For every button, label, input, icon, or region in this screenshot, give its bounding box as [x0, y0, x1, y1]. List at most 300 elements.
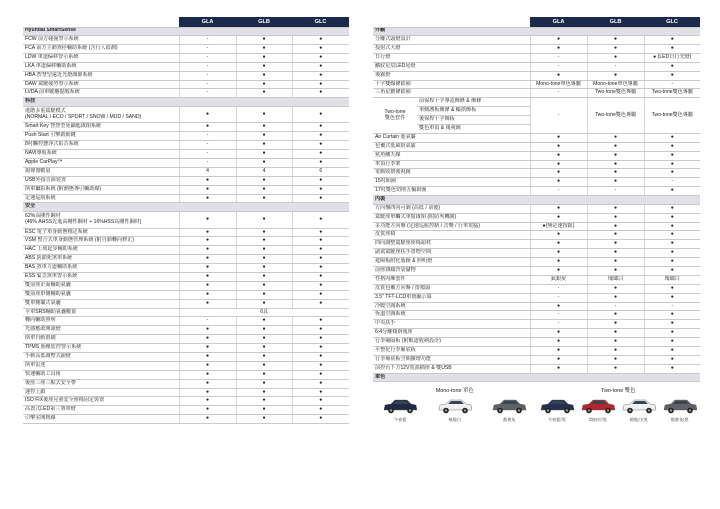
- spec-row: [373, 311, 700, 320]
- spec-row: [373, 293, 700, 302]
- spec-row: [23, 53, 349, 62]
- spec-value: ●: [644, 266, 700, 275]
- spec-row: [373, 249, 700, 258]
- spec-value: ●: [179, 397, 236, 406]
- spec-value: ●: [236, 237, 292, 246]
- spec-value: ●: [292, 272, 349, 281]
- car-icon: [620, 397, 658, 415]
- spec-row: [373, 53, 700, 62]
- spec-label: 進階多重駕駛模式 (NORMAL / ECO / SPORT / SNOW / MUD / SAND): [23, 106, 179, 123]
- spec-value: ●: [292, 335, 349, 344]
- spec-value: ●: [236, 212, 292, 229]
- spec-value: ●: [587, 160, 644, 169]
- spec-label: 全車SRS輔助氣囊數量: [23, 308, 179, 317]
- spec-label: 62%高剛性鋼材 (46% AHSS先進高剛性鋼材 + 16%HSS高剛性鋼材): [23, 212, 179, 229]
- two-tone-cars: [537, 397, 701, 423]
- spec-row: [373, 302, 700, 311]
- spec-value: ●: [644, 284, 700, 293]
- spec-label: 17吋雙色切削五輻鋁圈: [373, 187, 530, 196]
- spec-value: ●: [530, 302, 587, 311]
- spec-row: [23, 167, 349, 176]
- spec-row: [23, 255, 349, 264]
- spec-row: [373, 80, 700, 89]
- spec-label: 高置式LED第三煞車燈: [23, 406, 179, 415]
- spec-value: ●: [179, 123, 236, 132]
- spec-value: ●: [236, 71, 292, 80]
- spec-value: ●: [644, 36, 700, 45]
- spec-row: [23, 388, 349, 397]
- spec-label: 四向調整駕駛座座椅頭枕: [373, 240, 530, 249]
- section-row: [373, 196, 700, 205]
- spec-value: ●: [179, 106, 236, 123]
- spec-value: ●: [587, 204, 644, 213]
- spec-row: [23, 71, 349, 80]
- spec-label: 包覆式低風阻氣霸: [373, 142, 530, 151]
- spec-value: 4: [179, 167, 236, 176]
- car-swatch: [578, 397, 618, 423]
- spec-label: 3.5" TFT-LCD車資顯示幕: [373, 293, 530, 302]
- spec-value: ●: [587, 222, 644, 231]
- spec-value: ●: [644, 62, 700, 71]
- spec-sub-label: 車側護板飾條 & 輪拱飾板: [417, 107, 530, 116]
- spec-value: ●: [587, 329, 644, 338]
- spec-value: ●: [179, 264, 236, 273]
- spec-row: [23, 212, 349, 229]
- spec-row: [373, 364, 700, 373]
- spec-value: ●: [236, 176, 292, 185]
- spec-value: ●: [530, 355, 587, 364]
- spec-value: ●: [587, 364, 644, 373]
- spec-value: -: [530, 293, 587, 302]
- spec-value: ●: [644, 240, 700, 249]
- spec-value: Two-tone雙色專屬: [644, 98, 700, 134]
- spec-value: ●: [292, 123, 349, 132]
- spec-row: [23, 89, 349, 98]
- spec-value: ●: [644, 355, 700, 364]
- spec-value: ●: [236, 299, 292, 308]
- spec-value: ●: [292, 141, 349, 150]
- spec-row: [373, 258, 700, 267]
- section-row: [23, 98, 349, 107]
- spec-row: [373, 355, 700, 364]
- car-color-label: 極地白/黑: [629, 417, 648, 423]
- spec-value: -: [179, 80, 236, 89]
- spec-label: NAVI導航系統: [23, 150, 179, 159]
- spec-label: 性格內飾套件: [373, 275, 530, 284]
- spec-value: ●: [179, 344, 236, 353]
- model-glb-header: GLB: [587, 17, 644, 27]
- spec-value: ●: [587, 284, 644, 293]
- spec-value: ●: [236, 281, 292, 290]
- spec-label: 投射式大燈: [373, 44, 530, 53]
- spec-value: ●: [587, 151, 644, 160]
- spec-label: 電動收摺後視鏡: [373, 169, 530, 178]
- spec-value: ●: [292, 353, 349, 362]
- spec-value: ●: [292, 71, 349, 80]
- spec-value: ●: [292, 36, 349, 45]
- car-color-label: 都會灰/黑: [670, 417, 689, 423]
- spec-label: 副駕駕駛座扶手置物空間: [373, 249, 530, 258]
- spec-value: ●: [236, 317, 292, 326]
- spec-label: 雙前座正面輔助氣囊: [23, 281, 179, 290]
- spec-value: ●: [587, 178, 644, 187]
- spec-label: 皮質包覆方向盤 / 排檔頭: [373, 284, 530, 293]
- spec-row: [23, 36, 349, 45]
- spec-label: 駕駛座單觸式車窗啟閉 (附防夾機制): [373, 213, 530, 222]
- spec-value: ●: [530, 231, 587, 240]
- right-spec-table: [373, 17, 700, 382]
- car-icon: [436, 397, 474, 415]
- spec-value: Two-tone雙色專屬: [644, 89, 700, 98]
- spec-value: ●: [292, 228, 349, 237]
- spec-value: -: [179, 150, 236, 159]
- spec-label: HAC 上坡起步輔助系統: [23, 246, 179, 255]
- spec-value: ●: [530, 266, 587, 275]
- spec-value: ●: [644, 293, 700, 302]
- spec-value: -: [587, 187, 644, 196]
- spec-label: ISO FIX後座兒童安全座椅固定裝置: [23, 397, 179, 406]
- spec-label: 定速巡航系統: [23, 194, 179, 203]
- spec-value: ●: [644, 364, 700, 373]
- spec-value: ●: [587, 346, 644, 355]
- spec-label: 前座雜鑄背袋儲物: [373, 266, 530, 275]
- spec-label: 轉向輔助照明: [23, 317, 179, 326]
- spec-value: ●: [179, 361, 236, 370]
- spec-value: ●: [292, 317, 349, 326]
- spec-label: ESC 電子車身動態穩定系統: [23, 228, 179, 237]
- mono-tone-group: [373, 386, 537, 423]
- spec-value: ●: [179, 237, 236, 246]
- spec-value: ●: [179, 379, 236, 388]
- spec-value: ●: [236, 185, 292, 194]
- car-color-label: 極地白: [448, 417, 462, 423]
- spec-row: [373, 222, 700, 231]
- spec-label: 行李廂隔板 (附軌道收納設計): [373, 338, 530, 347]
- spec-value: ●: [236, 397, 292, 406]
- section-row: [23, 203, 349, 212]
- spec-value: ●: [292, 397, 349, 406]
- spec-value: ●: [292, 415, 349, 424]
- spec-value: -: [530, 187, 587, 196]
- spec-value: ●: [236, 361, 292, 370]
- spec-value: ●: [587, 231, 644, 240]
- spec-label: 手動高低調整式頭燈: [23, 353, 179, 362]
- spec-label: 後霧燈: [373, 71, 530, 80]
- spec-value: ●: [292, 379, 349, 388]
- spec-value: Mono-tone單色專屬: [587, 80, 644, 89]
- spec-row: [23, 62, 349, 71]
- spec-value: -: [179, 71, 236, 80]
- spec-value: ●: [530, 240, 587, 249]
- section-title: 內裝: [373, 196, 700, 205]
- spec-value: ●: [236, 150, 292, 159]
- car-color-label: 午夜藍/黑: [547, 417, 566, 423]
- spec-value: ●: [292, 255, 349, 264]
- spec-value: ●: [179, 176, 236, 185]
- spec-label: 三角星鍍條鋁圈: [373, 89, 530, 98]
- spec-value: ●: [236, 246, 292, 255]
- color-options: [373, 382, 700, 423]
- spec-label: LKA 車道偏移輔助系統: [23, 62, 179, 71]
- spec-value: ●: [292, 158, 349, 167]
- spec-label: 引擎室開熱線: [23, 415, 179, 424]
- spec-value: -: [530, 89, 587, 98]
- spec-value: -: [587, 302, 644, 311]
- spec-value: ●: [530, 169, 587, 178]
- spec-value: ●: [236, 228, 292, 237]
- spec-row: [373, 160, 700, 169]
- spec-value: ●: [236, 141, 292, 150]
- spec-row: [23, 317, 349, 326]
- spec-value: ●: [587, 142, 644, 151]
- spec-value: Two-tone雙色專屬: [587, 89, 644, 98]
- car-color-label: 閃焰紅/黑: [588, 417, 607, 423]
- spec-value: ●: [587, 44, 644, 53]
- spec-value: ●: [587, 249, 644, 258]
- spec-row: [373, 44, 700, 53]
- spec-value: ●: [236, 344, 292, 353]
- spec-label: 倒車自動雨刷: [23, 335, 179, 344]
- spec-value: ●: [587, 169, 644, 178]
- spec-value: ●: [179, 290, 236, 299]
- spec-label: 雙車側簾式氣囊: [23, 299, 179, 308]
- spec-value: ●: [236, 379, 292, 388]
- spec-value: ●: [292, 290, 349, 299]
- spec-label: 恆溫空調系統: [373, 311, 530, 320]
- spec-row: [373, 62, 700, 71]
- spec-value: ●: [236, 89, 292, 98]
- spec-value: ●: [236, 353, 292, 362]
- spec-value: ●: [292, 264, 349, 273]
- spec-row: [23, 132, 349, 141]
- spec-value: ●: [236, 272, 292, 281]
- spec-row: [23, 176, 349, 185]
- car-icon: [490, 397, 528, 415]
- spec-value: ●: [587, 53, 644, 62]
- spec-row: [23, 415, 349, 424]
- spec-value: -: [644, 178, 700, 187]
- spec-value: ●: [530, 160, 587, 169]
- spec-value: ●: [292, 176, 349, 185]
- car-swatch: [380, 397, 420, 423]
- spec-row: [373, 346, 700, 355]
- spec-label: 日行燈: [373, 53, 530, 62]
- spec-value: ●: [179, 255, 236, 264]
- spec-label: Air Curtain 進氣簾: [373, 133, 530, 142]
- spec-row: [23, 370, 349, 379]
- car-swatch: [537, 397, 577, 423]
- spec-value: Two-tone雙色專屬: [587, 98, 644, 134]
- spec-row: [373, 36, 700, 45]
- spec-value: ●: [644, 44, 700, 53]
- spec-value: ●: [530, 329, 587, 338]
- spec-value: ●: [587, 213, 644, 222]
- spec-value: 瑰瑯白: [644, 275, 700, 284]
- spec-row: [23, 228, 349, 237]
- spec-value: ●: [236, 36, 292, 45]
- spec-value: ●: [644, 231, 700, 240]
- spec-subrow: [373, 98, 700, 107]
- spec-label: FCW 前方碰撞警示系統: [23, 36, 179, 45]
- spec-value: ●: [292, 326, 349, 335]
- spec-value: ●: [644, 133, 700, 142]
- spec-label: LVDA 前車駛離提醒系統: [23, 89, 179, 98]
- spec-row: [373, 275, 700, 284]
- spec-value: 瑰瑯白: [587, 275, 644, 284]
- spec-value: ●: [644, 169, 700, 178]
- spec-value: -: [179, 62, 236, 71]
- spec-label: 多功能方向盤 (定速巡航控制 / 音響 / 行車電腦): [373, 222, 530, 231]
- spec-row: [23, 44, 349, 53]
- spec-value: ●: [236, 62, 292, 71]
- spec-value: ●: [644, 346, 700, 355]
- two-tone-group: [537, 386, 701, 423]
- spec-label: 中央扶手: [373, 320, 530, 329]
- spec-value: ●: [292, 246, 349, 255]
- model-glb-header: GLB: [236, 17, 292, 27]
- spec-value: 4: [236, 167, 292, 176]
- car-icon: [381, 397, 419, 415]
- spec-value: ●: [530, 44, 587, 53]
- car-icon: [579, 397, 617, 415]
- spec-row: [23, 406, 349, 415]
- header-blank: [373, 17, 530, 27]
- spec-value: ●: [292, 132, 349, 141]
- spec-label: 方向盤四向可調 (高低 / 前後): [373, 204, 530, 213]
- spec-value: ●: [292, 299, 349, 308]
- spec-value: ●: [236, 44, 292, 53]
- spec-value: ●: [292, 370, 349, 379]
- spec-label: 皮質座椅: [373, 231, 530, 240]
- spec-value: ● (LED日行光燈): [644, 53, 700, 62]
- spec-value: ●: [530, 71, 587, 80]
- spec-row: [23, 281, 349, 290]
- spec-row: [373, 178, 700, 187]
- spec-row: [23, 397, 349, 406]
- car-icon: [661, 397, 699, 415]
- spec-value: Mono-tone單色專屬: [530, 80, 587, 89]
- mono-tone-cars: [373, 397, 537, 423]
- spec-row: [23, 299, 349, 308]
- spec-value: ●: [179, 388, 236, 397]
- spec-value: ●: [236, 326, 292, 335]
- spec-row: [23, 326, 349, 335]
- spec-value: ●: [179, 212, 236, 229]
- spec-row: [373, 142, 700, 151]
- spec-value: ●: [644, 187, 700, 196]
- spec-value: ●: [587, 266, 644, 275]
- spec-value: ●: [530, 178, 587, 187]
- spec-value: ●: [644, 338, 700, 347]
- spec-value: ●: [179, 299, 236, 308]
- spec-value: ●: [292, 194, 349, 203]
- spec-row: [23, 379, 349, 388]
- spec-value: -: [179, 36, 236, 45]
- spec-label: 平整化行李廂底板: [373, 346, 530, 355]
- spec-label: Smart Key 智慧型免鑰匙啟閉系統: [23, 123, 179, 132]
- spec-value: -: [179, 132, 236, 141]
- spec-row: [23, 353, 349, 362]
- spec-value: ●: [292, 344, 349, 353]
- spec-value: ●: [292, 44, 349, 53]
- spec-value: ●: [236, 264, 292, 273]
- car-swatch: [660, 397, 700, 423]
- spec-value: ●: [530, 338, 587, 347]
- spec-sub-label: 後保桿十字飾板: [417, 116, 530, 125]
- spec-value: ●: [236, 406, 292, 415]
- spec-label: 速控上鎖: [23, 388, 179, 397]
- spec-value: ●: [644, 71, 700, 80]
- spec-row: [373, 151, 700, 160]
- spec-value: ●: [587, 258, 644, 267]
- section-title: Hyundai SmartSense: [23, 27, 349, 36]
- spec-value: -: [587, 62, 644, 71]
- spec-value: -: [644, 80, 700, 89]
- spec-row: [23, 237, 349, 246]
- spec-row: [23, 308, 349, 317]
- spec-row: [23, 264, 349, 273]
- spec-value: ●: [292, 388, 349, 397]
- spec-label: LDW 車道偏移警示系統: [23, 53, 179, 62]
- car-swatch: [619, 397, 659, 423]
- spec-value: ●: [236, 53, 292, 62]
- spec-value: ●: [179, 415, 236, 424]
- spec-label: 倒車攝影系統 (附動態導引輔助線): [23, 185, 179, 194]
- spec-value: ●: [292, 281, 349, 290]
- spec-value: ●: [236, 158, 292, 167]
- spec-value: -: [179, 317, 236, 326]
- spec-value: ●: [644, 329, 700, 338]
- car-icon: [538, 397, 576, 415]
- car-color-label: 午夜藍: [393, 417, 407, 423]
- spec-value: ●: [236, 415, 292, 424]
- spec-row: [373, 71, 700, 80]
- spec-label: 光感應敢開頭燈: [23, 326, 179, 335]
- spec-row: [23, 335, 349, 344]
- spec-value: -: [530, 320, 587, 329]
- spec-value: ●: [644, 249, 700, 258]
- spec-label: 倒車雷達: [23, 361, 179, 370]
- spec-value: ●: [644, 320, 700, 329]
- spec-label: 冷暖空調系統: [373, 302, 530, 311]
- spec-row: [23, 290, 349, 299]
- spec-label: BAS 煞車力道輔助系統: [23, 264, 179, 273]
- spec-label: 雙前座車側輔助氣囊: [23, 290, 179, 299]
- spec-row: [373, 320, 700, 329]
- spec-value: ●: [236, 388, 292, 397]
- spec-value: ●: [530, 213, 587, 222]
- spec-row: [373, 169, 700, 178]
- spec-value: ●: [644, 204, 700, 213]
- spec-value: ●: [179, 185, 236, 194]
- spec-label: ESS 緊急煞車警示系統: [23, 272, 179, 281]
- spec-row: [23, 272, 349, 281]
- spec-label: 前控台下方12V電源插座 & 雙USB: [373, 364, 530, 373]
- spec-value: ●: [236, 106, 292, 123]
- spec-label: ABS 防鎖死煞車系統: [23, 255, 179, 264]
- section-title: 安全: [23, 203, 349, 212]
- spec-value: ●: [644, 311, 700, 320]
- spec-value: ●: [587, 133, 644, 142]
- spec-row: [23, 185, 349, 194]
- spec-value: ●: [179, 335, 236, 344]
- spec-value: -: [530, 62, 587, 71]
- spec-label: Push Start 引擎啟動鍵: [23, 132, 179, 141]
- spec-value: ●: [644, 142, 700, 151]
- model-glc-header: GLC: [644, 17, 700, 27]
- spec-value: ●: [292, 212, 349, 229]
- car-swatch: [435, 397, 475, 423]
